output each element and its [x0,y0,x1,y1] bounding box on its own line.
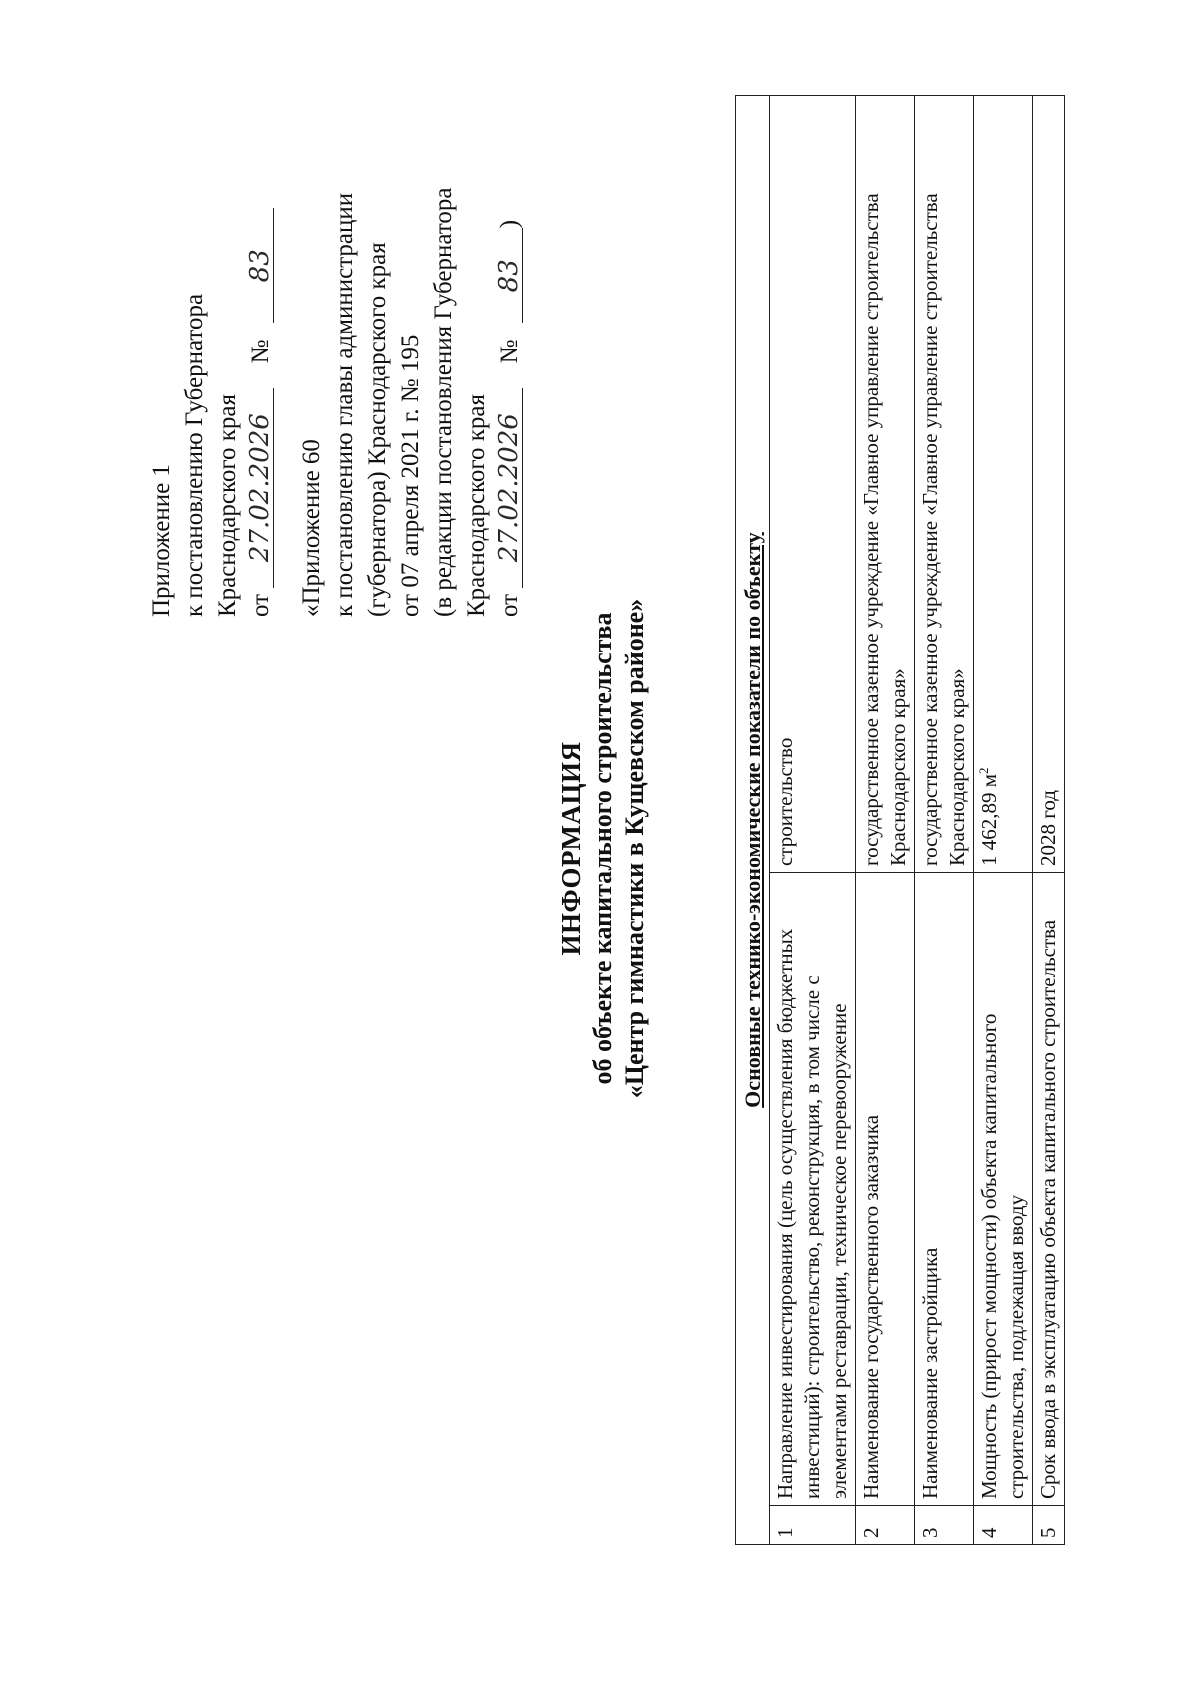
appendix-1-line2: к постановлению Губернатора [181,293,208,617]
row-indicator: Срок ввода в эксплуатацию объекта капитального строительства [1033,873,1065,1506]
appendix-1-line3: Краснодарского края [214,394,241,617]
appendix-60-line4: от 07 апреля 2021 г. № 195 [397,334,424,617]
row-number: 1 [770,1506,856,1545]
appendix-1-date-line [244,57,277,617]
row-value-text: 1 462,89 м [977,773,1001,866]
table-row [915,96,974,1545]
table-row [974,96,1033,1545]
appendix-60-line3: (губернатора) Краснодарского края [364,242,391,617]
number-sign: № [247,339,274,364]
table-row [770,96,856,1545]
closing-parenthesis: ) [496,219,523,229]
row-indicator: Наименование государственного заказчика [856,873,915,1506]
row-number: 2 [856,1506,915,1545]
title-subheading: об объекте капитального строительства [588,612,617,1085]
row-value: государственное казенное учреждение «Главное управление строительства Краснодарского края» [856,96,915,873]
appendix-1-header [145,57,277,617]
appendix-60-line6: Краснодарского края [463,394,490,617]
table-row [856,96,915,1545]
row-number: 5 [1033,1506,1065,1545]
appendix-60-date-line [493,57,526,617]
row-indicator: Мощность (прирост мощности) объекта капитального строительства, подлежащая вводу [974,873,1033,1506]
table-header [736,96,770,1545]
row-number: 4 [974,1506,1033,1545]
from-label: от [247,593,274,617]
indicators-table [735,95,1065,1545]
row-number: 3 [915,1506,974,1545]
appendix-1-title: Приложение 1 [148,464,175,617]
appendix-60-title: «Приложение 60 [298,439,325,617]
row-value: 2028 год [1033,96,1065,873]
row-indicator: Наименование застройщика [915,873,974,1506]
appendix-60-header [295,57,526,617]
handwritten-number: 83 [247,208,274,323]
table-header-text: Основные технико-экономические показатели по объекту [740,532,765,1108]
title-object-name: «Центр гимнастики в Кущевском районе» [620,598,649,1099]
row-indicator: Направление инвестирования (цель осуществления бюджетных инвестиций): строительство, реконструкция, в том числе с элементами реставрации, техническое перевооружение [770,873,856,1506]
handwritten-date: 27.02.2026 [247,388,274,588]
appendix-60-line2: к постановлению главы администрации [331,192,358,617]
handwritten-number: 83 [496,228,523,323]
appendix-60-line5: (в редакции постановления Губернатора [430,187,457,617]
table-row [1033,96,1065,1545]
row-value [974,96,1033,873]
handwritten-date: 27.02.2026 [496,388,523,588]
number-sign: № [496,339,523,364]
row-value: строительство [770,96,856,873]
from-label: от [496,593,523,617]
row-value: государственное казенное учреждение «Главное управление строительства Краснодарского края» [915,96,974,873]
superscript: 2 [976,767,991,774]
document-title [555,0,651,1697]
title-heading: ИНФОРМАЦИЯ [556,741,586,956]
table-header-row [736,96,770,1545]
